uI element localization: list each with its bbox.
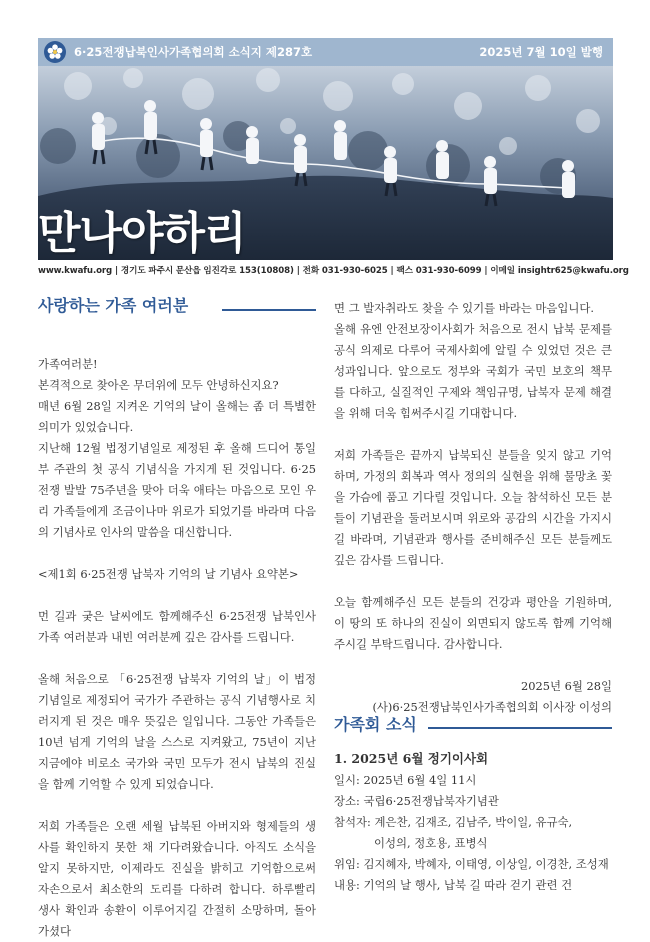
newsletter-masthead-title: 만나야하리	[38, 208, 246, 259]
publication-date: 2025년 7월 10일 발행	[479, 45, 603, 59]
paragraph: 올해 처음으로 「6·25전쟁 납북자 기억의 날」이 법정기념일로 제정되어 국가가 주관하는 공식 기념행사로 치러지게 된 것은 매우 뜻깊은 일입니다. 그동안 가족들은 10년 넘게 기억의 날을 스스로 지켜왔고, 75년이 지난 지금에야 비로소 국가와 국민 모두가 전시 납북의 진실을 함께 기억할 수 있게 되었습니다.	[38, 672, 316, 791]
left-column-text	[38, 354, 316, 942]
paragraph: 저희 가족들은 오랜 세월 납북된 아버지와 형제들의 생사를 확인하지 못한 채 기다려왔습니다. 아직도 소식을 알지 못하지만, 이제라도 진실을 밝히고 기억함으로써 자손으로서 최소한의 도리를 다하려 합니다. 하루빨리 생사 확인과 송환이 이루어지길 간절히 소망하며, 돌아가셨다	[38, 819, 316, 938]
paragraph: 오늘 함께해주신 모든 분들의 건강과 평안을 기원하며, 이 땅의 또 하나의 진실이 외면되지 않도록 함께 기억해 주시길 부탁드립니다. 감사합니다.	[334, 595, 612, 651]
meeting-proxies: 위임: 김지혜자, 박혜자, 이태영, 이상일, 이경찬, 조성재	[334, 857, 609, 871]
paragraph: <제1회 6·25전쟁 납북자 기억의 날 기념사 요약본>	[38, 567, 299, 581]
paragraph: 본격적으로 찾아온 무더위에 모두 안녕하신지요?	[38, 378, 279, 392]
section-heading-rule	[428, 727, 612, 729]
family-news-details	[334, 748, 614, 896]
signature-name: (사)6·25전쟁납북인사가족협의회 이사장 이성의	[372, 700, 612, 714]
right-column-text	[334, 298, 612, 718]
meeting-date: 일시: 2025년 6월 4일 11시	[334, 773, 477, 787]
paragraph: 면 그 발자취라도 찾을 수 있기를 바라는 마음입니다.	[334, 301, 595, 315]
paragraph: 가족여러분!	[38, 357, 98, 371]
contact-info-line: www.kwafu.org | 경기도 파주시 문산읍 임진각로 153(10808) | 전화 031-930-6025 | 팩스 031-930-6099 | 이메일 insightr625@kwafu.org	[38, 266, 629, 276]
meeting-attendees-continued: 이성의, 정호용, 표병식	[374, 836, 488, 850]
meeting-title: 1. 2025년 6월 정기이사회	[334, 751, 489, 766]
section-heading-family-news: 가족회 소식	[334, 715, 417, 734]
section-heading-rule	[222, 309, 316, 311]
paragraph: 지난해 12월 법정기념일로 제정된 후 올해 드디어 통일부 주관의 첫 공식 기념식을 가지게 된 것입니다. 6·25전쟁 발발 75주년을 맞아 더욱 애타는 마음으로 모인 우리 가족들에게 조금이나마 위로가 되었기를 바라며 다음의 기념사로 인사의 말씀을 대신합니다.	[38, 441, 316, 539]
newsletter-issue-title: 6·25전쟁납북인사가족협의회 소식지 제287호	[74, 45, 313, 59]
masthead-bar	[38, 38, 613, 66]
meeting-agenda: 내용: 기억의 날 행사, 납북 길 따라 걷기 관련 건	[334, 878, 573, 892]
signature-date: 2025년 6월 28일	[521, 679, 612, 693]
paragraph: 올해 유엔 안전보장이사회가 처음으로 전시 납북 문제를 공식 의제로 다루어 국제사회에 알릴 수 있었던 것은 큰 성과입니다. 앞으로도 정부와 국회가 국민 보호의 책무를 다하고, 실질적인 구제와 책임규명, 납북자 문제 해결을 위해 더욱 힘써주시길 기대합니다.	[334, 322, 612, 420]
meeting-attendees: 참석자: 계은찬, 김재조, 김남주, 박이일, 유규숙,	[334, 815, 573, 829]
paragraph: 저희 가족들은 끝까지 납북되신 분들을 잊지 않고 기억하며, 가정의 회복과 역사 정의의 실현을 위해 물망초 꽃을 가슴에 품고 기다릴 것입니다. 오늘 참석하신 모든 분들이 기념관을 둘러보시며 위로와 공감의 시간을 가지시길 바라며, 기념관과 행사를 준비해주신 모든 분들께도 깊은 감사를 드립니다.	[334, 448, 612, 567]
paragraph: 매년 6월 28일 지켜온 기억의 날이 올해는 좀 더 특별한 의미가 있었습니다.	[38, 399, 316, 434]
meeting-place: 장소: 국립6·25전쟁납북자기념관	[334, 794, 499, 808]
paragraph: 먼 길과 궂은 날씨에도 함께해주신 6·25전쟁 납북인사 가족 여러분과 내빈 여러분께 깊은 감사를 드립니다.	[38, 609, 316, 644]
section-heading-dear-families: 사랑하는 가족 여러분	[38, 296, 189, 315]
forget-me-not-emblem-icon	[44, 41, 66, 63]
hero-photo	[38, 66, 613, 260]
